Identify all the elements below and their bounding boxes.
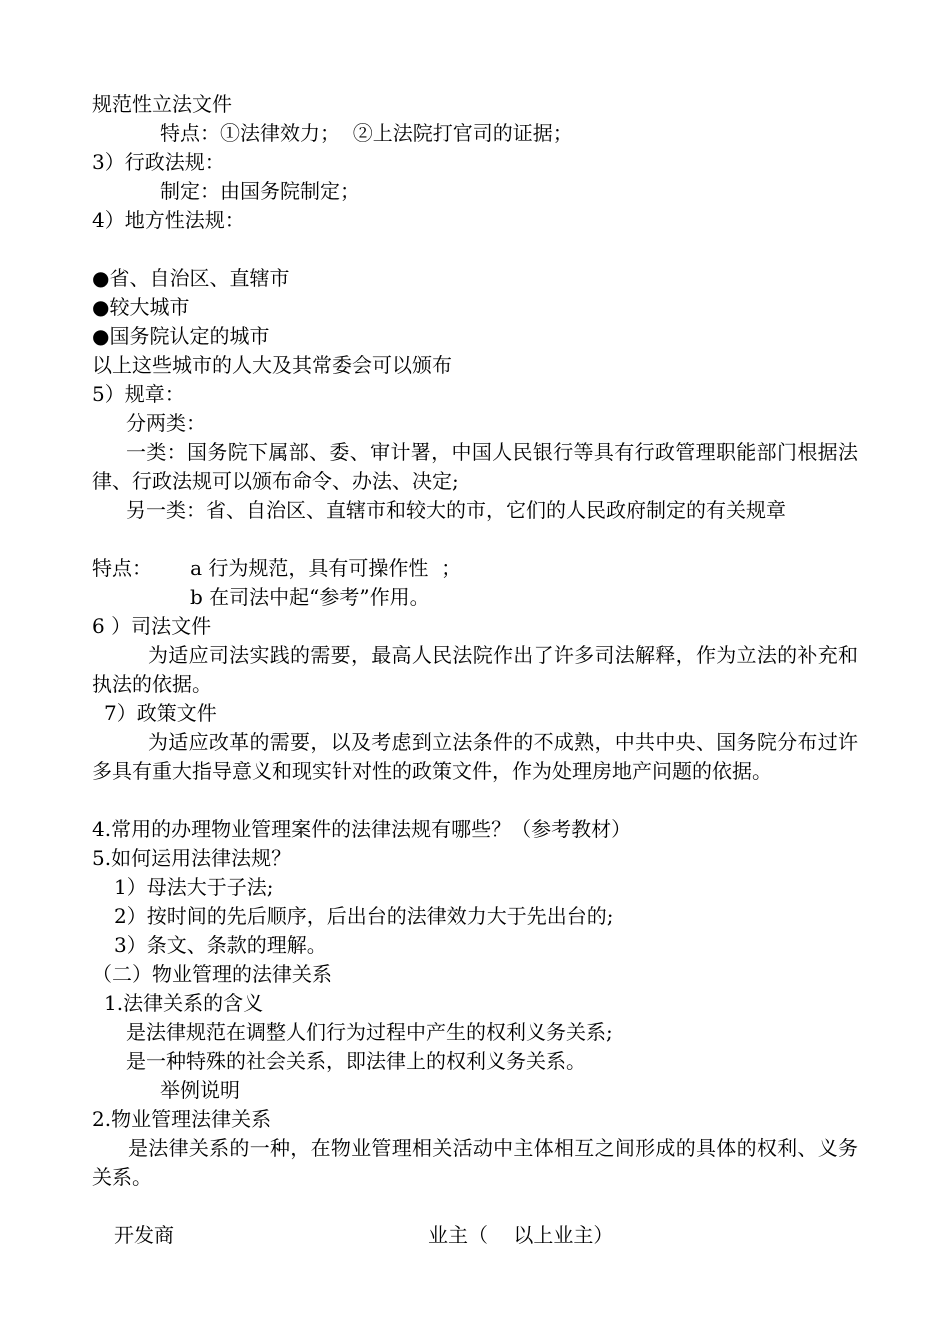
subsection-heading: 2.物业管理法律关系	[92, 1107, 272, 1131]
bullet-item	[92, 322, 269, 351]
bullet-text: 较大城市	[109, 295, 190, 319]
bullet-icon: ●	[92, 266, 110, 290]
text-line: 3）条文、条款的理解。	[114, 933, 327, 957]
text-line: 制定：由国务院制定；	[160, 179, 360, 203]
text-line: 5）规章：	[92, 382, 185, 406]
text-line: 2）按时间的先后顺序，后出台的法律效力大于先出台的;	[114, 904, 614, 928]
paragraph: 一类：国务院下属部、委、审计署，中国人民银行等具有行政管理职能部门根据法律、行政法规可以颁布命令、办法、决定;	[92, 440, 858, 493]
section-heading: （二）物业管理的法律关系	[92, 962, 332, 986]
text-line: 特点： a 行为规范，具有可操作性 ；	[92, 556, 462, 580]
diagram-label-owner: 业主（ 以上业主）	[428, 1223, 614, 1247]
text-line: 4）地方性法规：	[92, 208, 245, 232]
text-line: 是法律规范在调整人们行为过程中产生的权利义务关系;	[126, 1020, 613, 1044]
diagram-label-developer: 开发商	[114, 1223, 174, 1247]
text-line: 举例说明	[160, 1078, 240, 1102]
paragraph: 为适应改革的需要，以及考虑到立法条件的不成熟，中共中央、国务院分布过许多具有重大指导意义和现实针对性的政策文件，作为处理房地产问题的依据。	[92, 730, 858, 783]
text-line: b 在司法中起“参考”作用。	[190, 585, 430, 609]
text-line: 3）行政法规：	[92, 150, 225, 174]
bullet-icon: ●	[92, 324, 110, 348]
text-line: 7）政策文件	[104, 701, 217, 725]
text-line: 5.如何运用法律法规？	[92, 846, 292, 870]
subsection-heading: 1.法律关系的含义	[104, 991, 264, 1015]
bullet-item	[92, 264, 289, 293]
bullet-text: 省、自治区、直辖市	[109, 266, 290, 290]
text-line: 分两类：	[126, 411, 206, 435]
text-line: 6 ）司法文件	[92, 614, 212, 638]
bullet-icon: ●	[92, 295, 110, 319]
bullet-item	[92, 293, 189, 322]
paragraph: 是法律关系的一种，在物业管理相关活动中主体相互之间形成的具体的权利、义务关系。	[92, 1136, 858, 1189]
text-line: 是一种特殊的社会关系，即法律上的权利义务关系。	[126, 1049, 586, 1073]
text-line: 以上这些城市的人大及其常委会可以颁布	[92, 353, 452, 377]
paragraph: 为适应司法实践的需要，最高人民法院作出了许多司法解释，作为立法的补充和执法的依据。	[92, 643, 858, 696]
bullet-text: 国务院认定的城市	[109, 324, 270, 348]
text-line: 特点：①法律效力； ②上法院打官司的证据；	[160, 121, 573, 145]
text-line: 4.常用的办理物业管理案件的法律法规有哪些？（参考教材）	[92, 817, 632, 841]
text-line: 1）母法大于子法;	[114, 875, 274, 899]
paragraph: 另一类：省、自治区、直辖市和较大的市，它们的人民政府制定的有关规章	[126, 498, 786, 522]
text-line: 规范性立法文件	[92, 92, 232, 116]
